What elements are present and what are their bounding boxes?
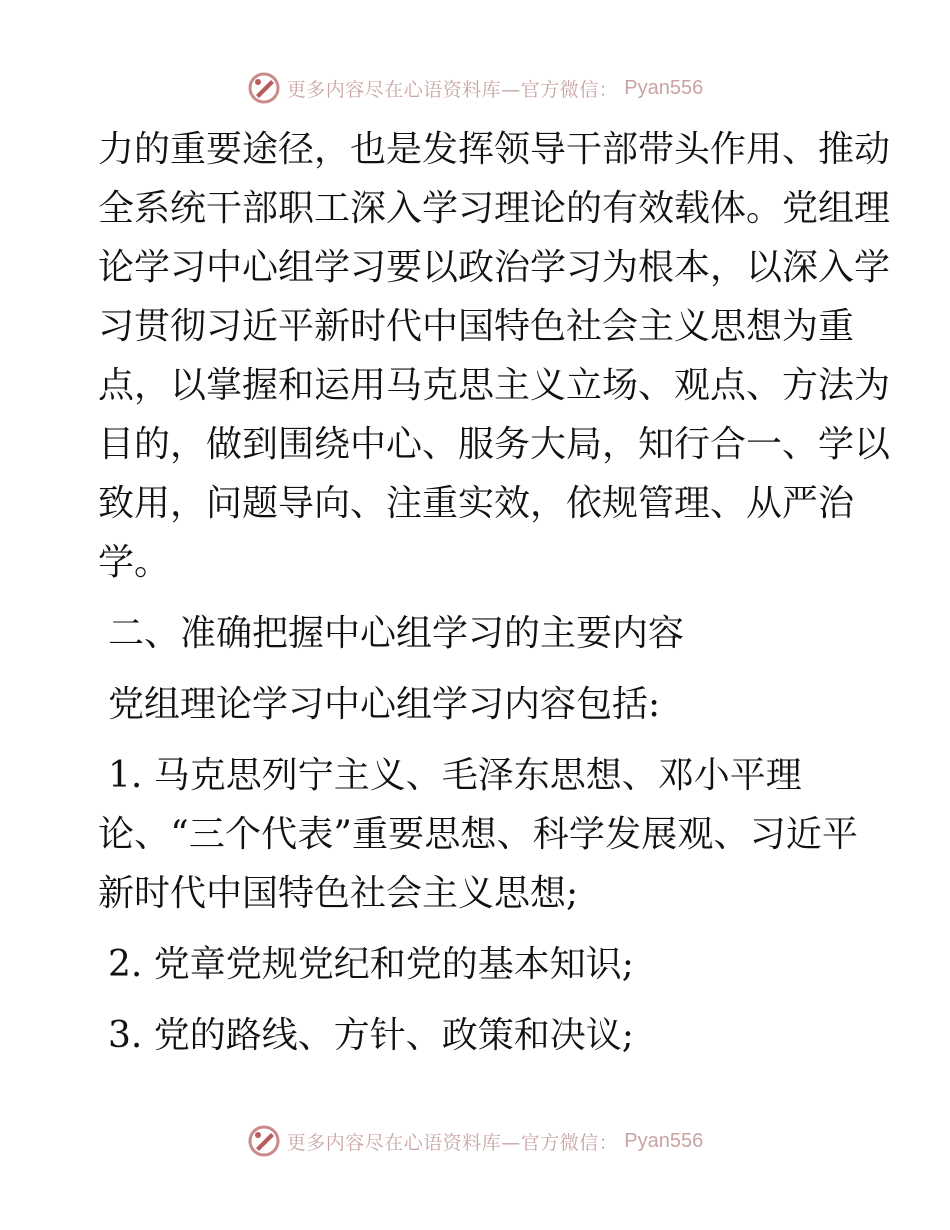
watermark-header	[0, 68, 950, 108]
logo-icon	[247, 1124, 281, 1158]
intro-text: 党组理论学习中心组学习内容包括:	[108, 684, 661, 725]
paragraph-line: 点，以掌握和运用马克思主义立场、观点、方法为	[98, 365, 891, 406]
list-item-1-line: 新时代中国特色社会主义思想;	[98, 873, 579, 914]
list-item-2: 2. 党章党规党纪和党的基本知识;	[108, 944, 634, 985]
section-heading: 二、准确把握中心组学习的主要内容	[108, 613, 685, 654]
paragraph-line: 致用，问题导向、注重实效，依规管理、从严治	[98, 483, 855, 524]
paragraph-line: 习贯彻习近平新时代中国特色社会主义思想为重	[98, 306, 855, 347]
list-item-1-line: 1. 马克思列宁主义、毛泽东思想、邓小平理	[108, 755, 802, 796]
list-item-3: 3. 党的路线、方针、政策和决议;	[108, 1015, 634, 1056]
paragraph-line: 论学习中心组学习要以政治学习为根本，以深入学	[98, 247, 891, 288]
watermark-footer	[0, 1121, 950, 1161]
watermark-wechat-id: Pyan556	[624, 1129, 704, 1152]
watermark-text: 更多内容尽在心语资料库—官方微信：	[286, 78, 619, 101]
paragraph-line: 全系统干部职工深入学习理论的有效载体。党组理	[98, 188, 891, 229]
paragraph-line: 学。	[98, 542, 171, 583]
paragraph-line: 力的重要途径，也是发挥领导干部带头作用、推动	[98, 129, 891, 170]
logo-icon	[247, 71, 281, 105]
document-body	[98, 120, 891, 1065]
list-item-1-line: 论、“三个代表”重要思想、科学发展观、习近平	[98, 814, 858, 855]
watermark-wechat-id: Pyan556	[624, 76, 704, 99]
watermark-text: 更多内容尽在心语资料库—官方微信：	[286, 1131, 619, 1154]
paragraph-line: 目的，做到围绕中心、服务大局，知行合一、学以	[98, 424, 891, 465]
